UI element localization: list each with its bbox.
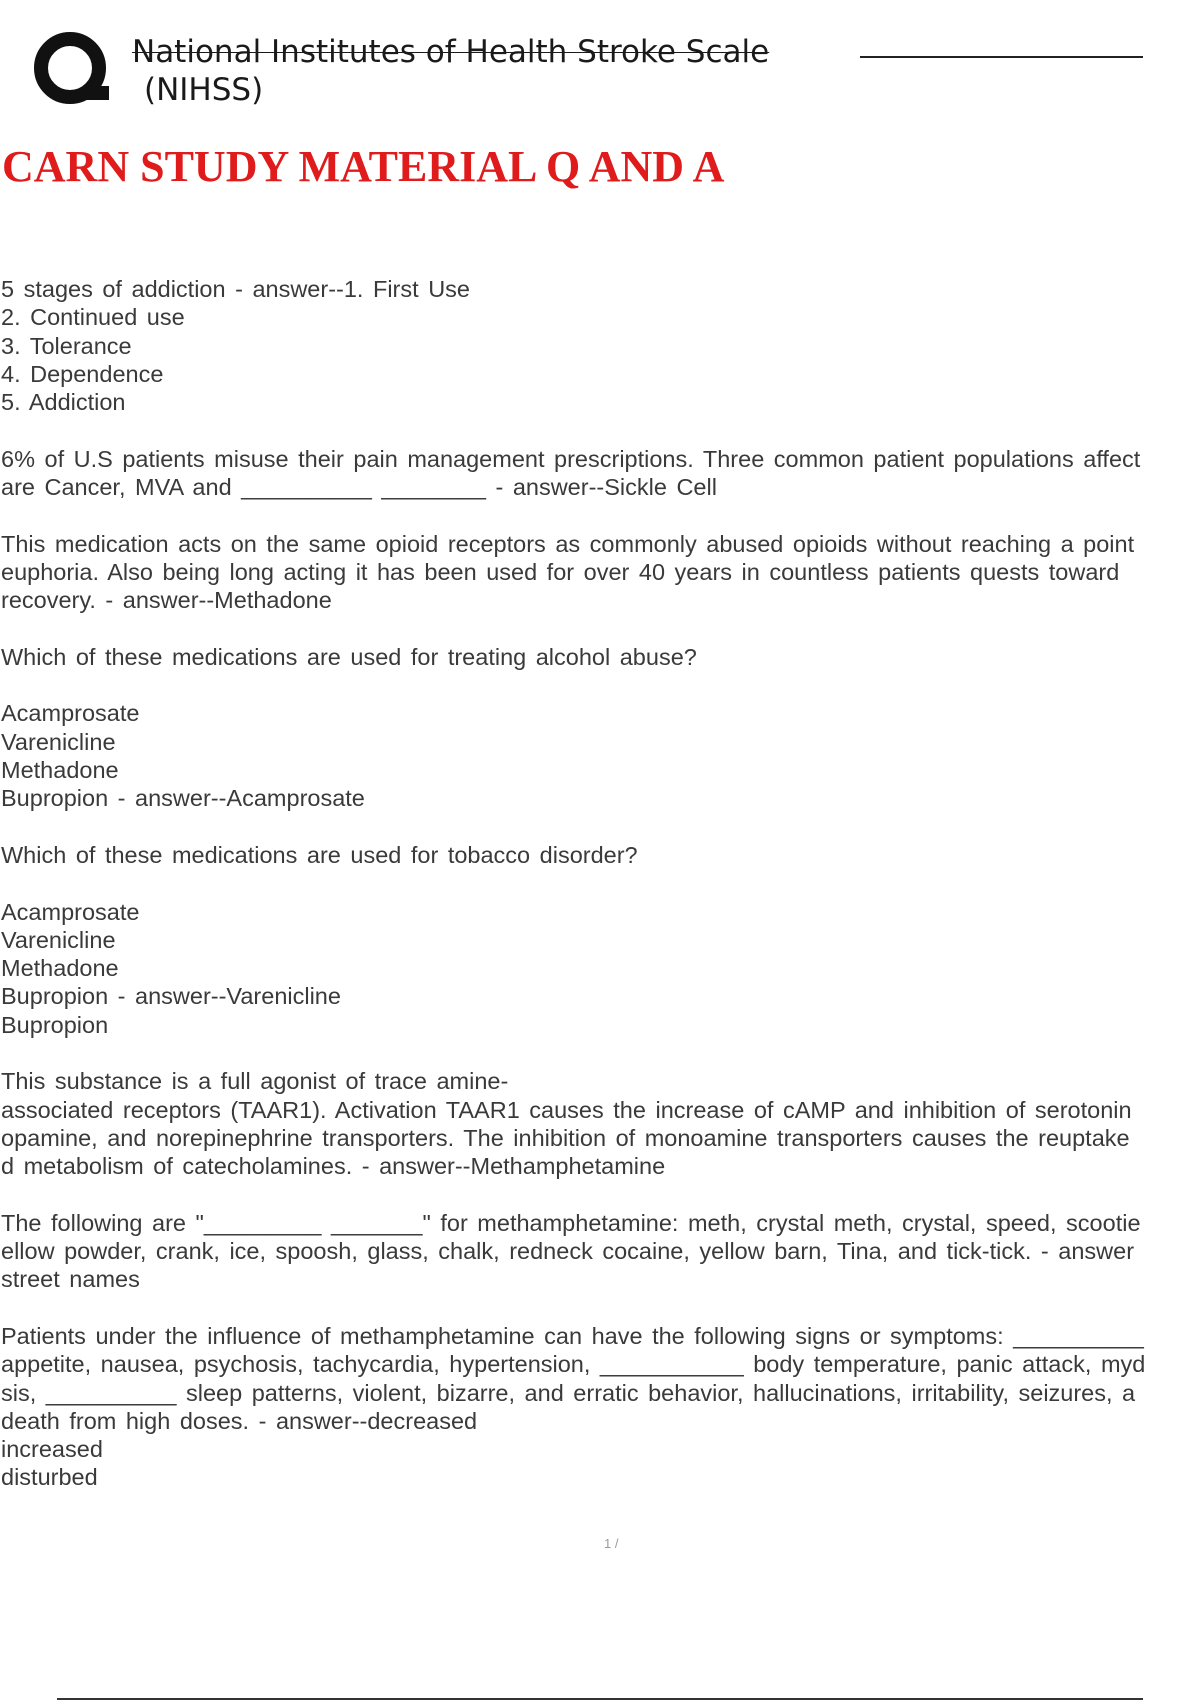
qa-line: 5. Addiction [1, 389, 126, 416]
document-title: CARN STUDY MATERIAL Q AND A [2, 142, 725, 191]
qa-block [1, 1209, 1200, 1294]
qa-line: Bupropion - answer--Acamprosate [1, 785, 365, 812]
qa-line: street names [1, 1266, 140, 1293]
header-rule [860, 56, 1143, 58]
qa-line: Bupropion [1, 1011, 109, 1038]
header-title-line1: National Institutes of Health Stroke Scale [132, 34, 770, 70]
qa-content [1, 275, 1200, 1520]
qa-line: are Cancer, MVA and __________ ________ - answer--Sickle Cell [1, 474, 717, 501]
qa-line: death from high doses. - answer--decreased [1, 1407, 478, 1434]
qa-line: This substance is a full agonist of trace amine- [1, 1068, 509, 1095]
qa-block [1, 1067, 1200, 1180]
qa-line: Varenicline [1, 926, 116, 953]
qa-block [1, 841, 1200, 869]
qa-block [1, 530, 1200, 615]
qa-line: recovery. - answer--Methadone [1, 587, 332, 614]
qa-line: opamine, and norepinephrine transporters. The inhibition of monoamine transporters causes the reuptake [1, 1124, 1130, 1151]
qa-line: 2. Continued use [1, 304, 185, 331]
qa-block [1, 1322, 1200, 1492]
qa-block [1, 643, 1200, 671]
qa-block [1, 275, 1200, 416]
page-number: 1 / [604, 1536, 619, 1551]
q-logo-icon [32, 30, 112, 110]
qa-block [1, 898, 1200, 1039]
qa-line: euphoria. Also being long acting it has been used for over 40 years in countless patients quests toward [1, 558, 1120, 585]
header-title [132, 33, 1142, 109]
qa-line: 4. Dependence [1, 360, 164, 387]
qa-line: increased [1, 1436, 103, 1463]
qa-line: Which of these medications are used for tobacco disorder? [1, 841, 638, 868]
qa-line: This medication acts on the same opioid receptors as commonly abused opioids without reaching a point [1, 530, 1135, 557]
qa-line: disturbed [1, 1464, 98, 1491]
qa-line: 3. Tolerance [1, 332, 132, 359]
qa-line: Bupropion - answer--Varenicline [1, 983, 341, 1010]
qa-line: Methadone [1, 757, 119, 784]
qa-block [1, 699, 1200, 812]
qa-line: Acamprosate [1, 898, 140, 925]
qa-line: Which of these medications are used for treating alcohol abuse? [1, 643, 697, 670]
qa-line: 5 stages of addiction - answer--1. First Use [1, 276, 470, 302]
qa-line: The following are "_________ _______" for methamphetamine: meth, crystal meth, crystal, speed, scootie [1, 1209, 1141, 1236]
qa-line: Patients under the influence of methamphetamine can have the following signs or symptoms: __________ [1, 1322, 1144, 1349]
qa-line: appetite, nausea, psychosis, tachycardia, hypertension, ___________ body temperature, panic attack, myd [1, 1351, 1146, 1378]
qa-line: 6% of U.S patients misuse their pain management prescriptions. Three common patient populations affect [1, 445, 1141, 472]
qa-line: Varenicline [1, 728, 116, 755]
qa-line: sis, __________ sleep patterns, violent, bizarre, and erratic behavior, hallucinations, irritability, seizures, a [1, 1379, 1136, 1406]
qa-line: Methadone [1, 955, 119, 982]
qa-line: ellow powder, crank, ice, spoosh, glass, chalk, redneck cocaine, yellow barn, Tina, and tick-tick. - answer [1, 1238, 1135, 1265]
header-title-line2: (NIHSS) [144, 72, 264, 108]
qa-line: associated receptors (TAAR1). Activation TAAR1 causes the increase of cAMP and inhibition of serotonin [1, 1096, 1132, 1123]
qa-block [1, 445, 1200, 502]
qa-line: Acamprosate [1, 700, 140, 727]
qa-line: d metabolism of catecholamines. - answer--Methamphetamine [1, 1153, 666, 1180]
